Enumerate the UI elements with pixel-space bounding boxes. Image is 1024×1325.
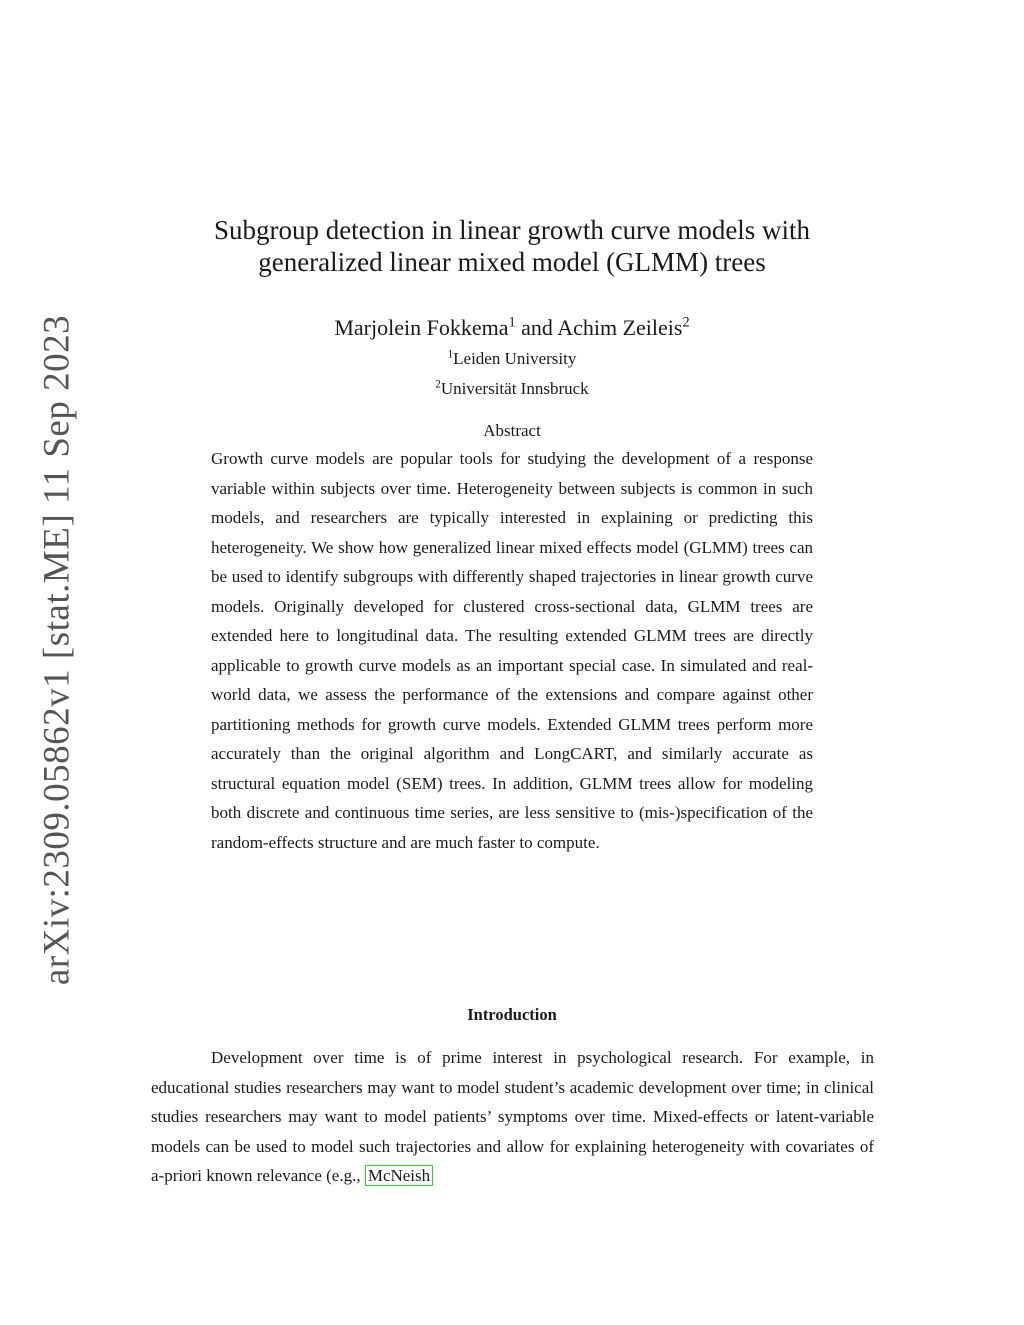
author-list	[140, 313, 884, 343]
introduction-paragraph	[151, 1043, 874, 1191]
affiliation	[140, 348, 884, 370]
arxiv-identifier-stamp: arXiv:2309.05862v1 [stat.ME] 11 Sep 2023	[36, 314, 78, 986]
title-line-2: generalized linear mixed model (GLMM) trees	[258, 247, 766, 277]
abstract-body: Growth curve models are popular tools for studying the development of a response variable within subjects over time. Heterogeneity between subjects is common in such models, and researchers are typically interested in explaining or predicting this heterogeneity. We show how generalized linear mixed effects model (GLMM) trees can be used to identify subgroups with differently shaped trajectories in linear growth curve models. Originally developed for clustered cross-sectional data, GLMM trees are extended here to longitudinal data. The resulting extended GLMM trees are directly applicable to growth curve models as an important special case. In simulated and real-world data, we assess the performance of the extensions and compare against other partitioning methods for growth curve models. Extended GLMM trees perform more accurately than the original algorithm and LongCART, and similarly accurate as structural equation model (SEM) trees. In addition, GLMM trees allow for modeling both discrete and continuous time series, are less sensitive to (mis-)specification of the random-effects structure and are much faster to compute.	[211, 449, 813, 852]
author-connector: and	[515, 315, 558, 340]
affiliation-mark: 2	[435, 378, 441, 391]
affiliation-name: Universität Innsbruck	[440, 379, 589, 398]
title-line-1: Subgroup detection in linear growth curve models with	[213, 215, 811, 245]
affiliation-mark: 1	[447, 348, 454, 361]
author-name: Marjolein Fokkema	[334, 315, 509, 340]
abstract-heading: Abstract	[483, 421, 541, 440]
affiliation-mark: 1	[508, 314, 516, 331]
affiliation	[140, 378, 884, 400]
citation-link[interactable]: McNeish	[365, 1165, 433, 1186]
paper-title	[140, 214, 884, 278]
affiliation-name: Leiden University	[453, 349, 577, 368]
introduction-heading: Introduction	[467, 1005, 557, 1024]
introduction-text: Development over time is of prime interest in psychological research. For example, in educational studies researchers may want to model student’s academic development over time; in clinical studies researchers may want to model patients’ symptoms over time. Mixed-effects or latent-variable models can be used to model such trajectories and allow for explaining heterogeneity with covariates of a-priori known relevance (e.g.,	[151, 1048, 874, 1185]
affiliation-mark: 2	[682, 314, 690, 331]
author-name: Achim Zeileis	[557, 315, 683, 340]
